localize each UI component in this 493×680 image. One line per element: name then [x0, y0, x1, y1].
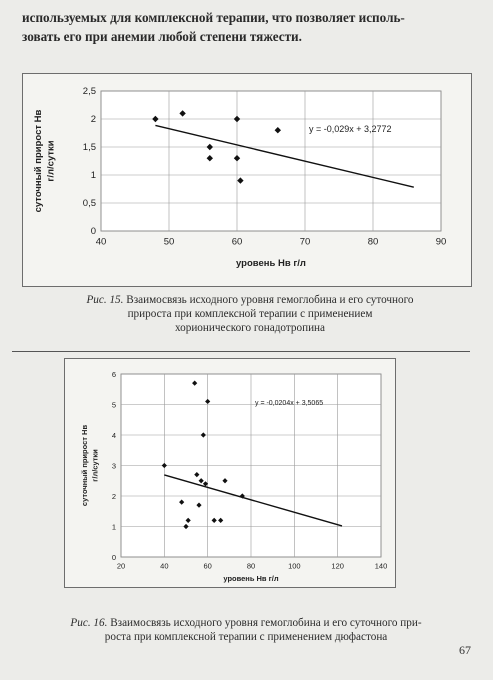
x-tick-label: 40	[95, 236, 107, 248]
x-tick-label: 60	[203, 561, 212, 571]
figure-15-caption-line: хорионического гонадотропина	[174, 322, 326, 334]
figure-15-chart	[23, 74, 471, 286]
y-tick-label: 2,5	[82, 86, 96, 97]
figure-15-caption	[60, 293, 440, 335]
y-tick-label: 2	[111, 492, 116, 501]
x-tick-label: 140	[374, 561, 388, 571]
body-paragraph	[22, 8, 472, 46]
divider	[12, 351, 470, 352]
paragraph-line: зовать его при анемии любой степени тяжести.	[22, 29, 302, 44]
y-tick-label: 2	[90, 114, 96, 125]
y-axis-label: г/л/сутки	[90, 449, 100, 482]
x-tick-label: 80	[246, 561, 256, 571]
figure-16-label: Рис. 16.	[70, 617, 108, 629]
x-tick-label: 80	[367, 236, 379, 248]
x-tick-label: 120	[331, 561, 344, 571]
figure-16-chart	[65, 359, 395, 587]
y-axis-label: г/л/сутки	[45, 140, 57, 182]
y-axis-label: суточный прирост Нв	[80, 424, 89, 507]
figure-16-frame	[64, 358, 396, 588]
y-tick-label: 5	[111, 400, 116, 410]
y-axis-label: суточный прирост Нв	[33, 109, 44, 213]
trendline-equation: y = -0,0204x + 3,5065	[255, 400, 324, 407]
paragraph-line: используемых для комплексной терапии, что позволяет исполь-	[22, 10, 405, 25]
y-tick-label: 0	[90, 226, 96, 237]
x-tick-label: 20	[116, 561, 126, 571]
y-tick-label: 0,5	[82, 198, 96, 209]
y-tick-label: 4	[111, 431, 116, 440]
y-tick-label: 0	[111, 553, 116, 562]
x-tick-label: 70	[299, 236, 311, 248]
x-tick-label: 90	[435, 236, 447, 248]
figure-16-caption	[22, 616, 470, 644]
plot-area	[101, 91, 441, 231]
figure-16-caption-line: роста при комплексной терапии с применением дюфастона	[104, 631, 388, 643]
y-tick-label: 1	[111, 522, 116, 532]
x-tick-label: 60	[231, 236, 243, 248]
x-tick-label: 50	[163, 236, 175, 248]
trendline-equation: y = -0,029x + 3,2772	[309, 124, 392, 134]
page-number: 67	[459, 643, 471, 657]
x-tick-label: 100	[288, 561, 301, 571]
figure-16-caption-line: Взаимосвязь исходного уровня гемоглобина и его суточного при-	[110, 617, 422, 629]
y-tick-label: 1	[90, 170, 96, 181]
y-tick-label: 3	[111, 461, 116, 471]
x-axis-label: уровень Нв г/л	[223, 574, 279, 583]
figure-15-label: Рис. 15.	[86, 294, 124, 306]
x-tick-label: 40	[160, 561, 169, 571]
figure-15-frame	[22, 73, 472, 287]
y-tick-label: 6	[111, 370, 116, 379]
y-tick-label: 1,5	[82, 142, 96, 153]
figure-15-caption-line: Взаимосвязь исходного уровня гемоглобина и его суточного	[126, 294, 414, 306]
figure-15-caption-line: прироста при комплексной терапии с применением	[127, 308, 373, 320]
x-axis-label: уровень Нв г/л	[236, 258, 306, 269]
